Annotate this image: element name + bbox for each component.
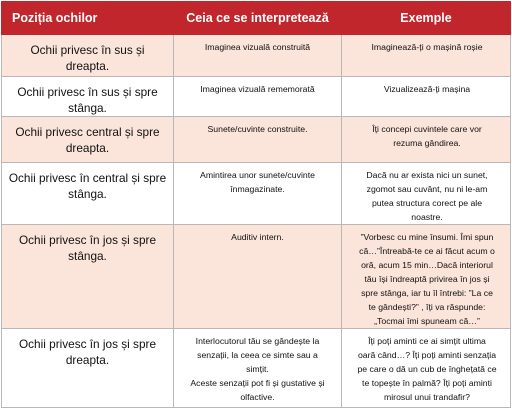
table-row: [2, 225, 511, 329]
cell-example: [342, 225, 511, 329]
cell-text-line: Imaginează-ți o mașină roșie: [371, 42, 483, 52]
cell-text-line: Interlocutorul tău se gândește la: [195, 336, 320, 346]
header-interpretation: Ceia ce se interpretează: [174, 2, 342, 35]
table-row: [2, 329, 511, 408]
cell-text-line: Îți concepi cuvintele care vor: [372, 124, 482, 134]
cell-text-line: Ochii privesc în sus și: [30, 43, 145, 57]
cell-example: [342, 117, 511, 163]
cell-text-line: noastre.: [411, 212, 443, 222]
cell-text-line: Ochii privesc în sus și spre: [17, 85, 158, 99]
cell-text-line: putea structura corect pe ale: [371, 198, 483, 208]
cell-text-line: Ochii privesc în central și spre: [8, 171, 167, 185]
cell-example: [342, 35, 511, 77]
cell-text-line: dreapta.: [65, 353, 110, 367]
table-header-row: [2, 2, 511, 35]
header-examples: Exemple: [342, 2, 511, 35]
cell-text-line: Ochii privesc în jos și spre: [18, 337, 157, 351]
cell-interpretation: [174, 117, 342, 163]
table-row: [2, 163, 511, 225]
cell-text-line: ”Vorbesc cu mine însumi. Îmi spun că…”Întreabă-te ce ai făcut acum o: [359, 232, 495, 256]
cell-text-line: Amintirea unor sunete/cuvinte: [200, 170, 315, 180]
table-row: [2, 35, 511, 77]
cell-text-line: Ochii privesc central și spre: [15, 125, 160, 139]
cell-text-line: stânga.: [68, 187, 107, 201]
cell-example: [342, 163, 511, 225]
cell-text-line: spre stânga, iar tu îl întrebi: ”La ce: [361, 288, 493, 298]
cell-text-line: Ochii privesc în jos și spre: [18, 233, 157, 247]
cell-text-line: Auditiv intern.: [231, 232, 284, 242]
cell-text-line: Dacă nu ar exista nici un sunet,: [366, 170, 488, 180]
cell-text-line: înmagazinate.: [230, 184, 285, 194]
cell-text-line: Îți poți aminti ce ai simțit ultima: [368, 336, 486, 346]
cell-eye-position: [2, 35, 174, 77]
cell-text-line: oră, acum 15 min…Dacă interiorul: [361, 260, 493, 270]
table-row: [2, 77, 511, 117]
cell-text-line: Vizualizează-ți mașina: [383, 84, 471, 94]
cell-example: [342, 77, 511, 117]
cell-text-line: zgomot sau cuvânt, nu ni le-am: [366, 184, 488, 194]
cell-eye-position: [2, 117, 174, 163]
cell-text-line: pe care o dă un cub de înghețată ce: [357, 364, 497, 374]
cell-interpretation: [174, 329, 342, 408]
cell-text-line: dreapta.: [65, 141, 110, 155]
cell-text-line: tău își îndreaptă privirea în jos și: [364, 274, 490, 284]
cell-text-line: Imaginea vizuală rememorată: [200, 84, 315, 94]
cell-eye-position: [2, 77, 174, 117]
table-row: [2, 117, 511, 163]
cell-example: [342, 329, 511, 408]
cell-text-line: Sunete/cuvinte construite.: [207, 124, 308, 134]
cell-text-line: simțit.: [246, 364, 269, 374]
cell-text-line: „Tocmai îmi spuneam că…”: [374, 316, 480, 326]
cell-text-line: stânga.: [68, 249, 107, 263]
header-eye-position: Poziția ochilor: [2, 2, 174, 35]
cell-eye-position: [2, 163, 174, 225]
cell-text-line: Aceste senzații pot fi și gustative și: [190, 378, 325, 388]
cell-text-line: olfactive.: [240, 392, 275, 402]
table-body: [2, 35, 511, 408]
cell-interpretation: [174, 163, 342, 225]
cell-text-line: stânga.: [68, 101, 107, 115]
eye-position-table: [1, 1, 511, 408]
cell-text-line: dreapta.: [65, 59, 110, 73]
cell-interpretation: [174, 35, 342, 77]
cell-text-line: rezuma gândirea.: [393, 138, 461, 148]
cell-eye-position: [2, 225, 174, 329]
cell-text-line: te topește în palmă? Îți poți aminti: [362, 378, 492, 388]
cell-interpretation: [174, 225, 342, 329]
cell-text-line: senzații, la ceea ce simte sau a: [197, 350, 318, 360]
cell-eye-position: [2, 329, 174, 408]
cell-text-line: te gândești?” , îți va răspunde:: [368, 302, 486, 312]
cell-text-line: oară când…? Îți poți aminti senzația: [357, 350, 497, 360]
cell-text-line: Imaginea vizuală construită: [204, 42, 311, 52]
cell-text-line: mirosul unui trandafir?: [384, 392, 470, 402]
cell-interpretation: [174, 77, 342, 117]
